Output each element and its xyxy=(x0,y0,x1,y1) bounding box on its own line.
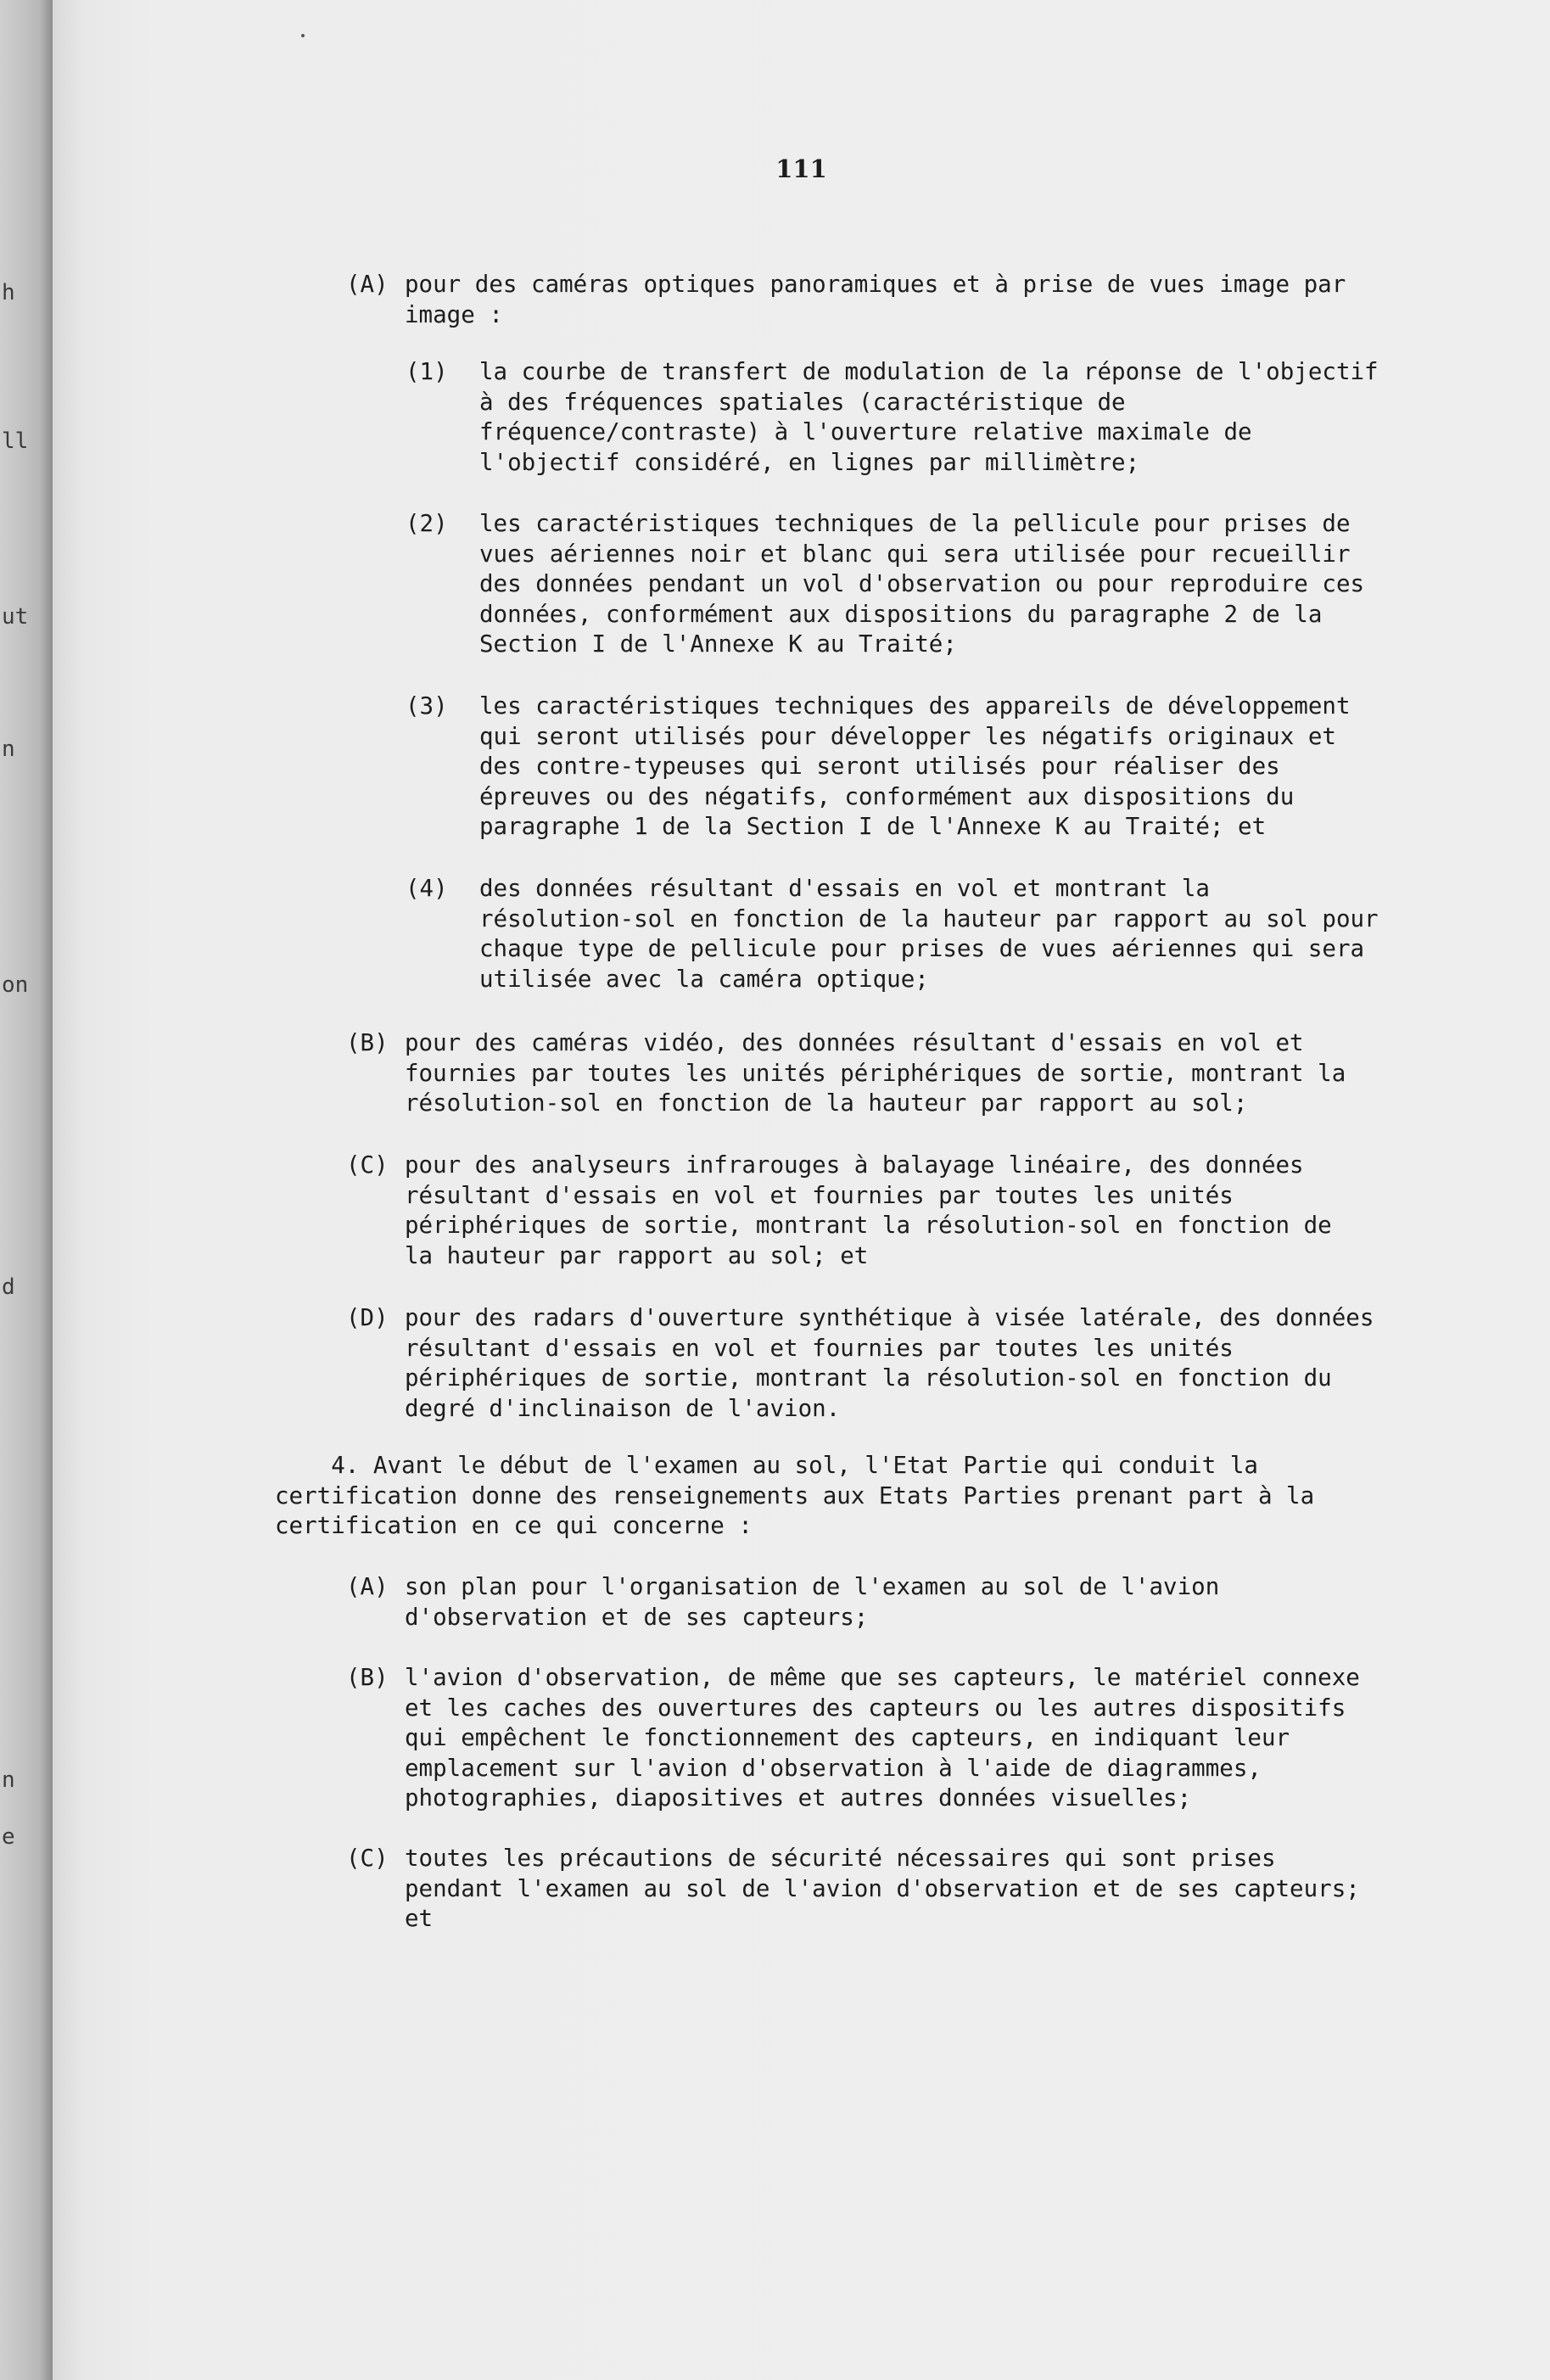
margin-fragment: h xyxy=(2,280,15,305)
margin-fragment: d xyxy=(2,1274,15,1300)
item-marker: (A) xyxy=(346,1573,389,1600)
item-text: pour des caméras vidéo, des données résultant d'essais en vol et fournies par toutes les unités périphériques de sortie, montrant la résolution-sol en fonction de la hauteur par rapport au sol; xyxy=(405,1029,1346,1117)
subitem-marker: (4) xyxy=(406,875,448,902)
item-text: pour des analyseurs infrarouges à balayage linéaire, des données résultant d'essais en vol et fournies par toutes les unités périphériques de sortie, montrant la résolution-sol en fonction de la hauteur par rapport au sol; et xyxy=(405,1151,1332,1269)
item-text: pour des radars d'ouverture synthétique à visée latérale, des données résultant d'essais en vol et fournies par toutes les unités périphériques de sortie, montrant la résolution-sol en fonction du degré d'inclinaison de l'avion. xyxy=(405,1304,1374,1422)
item-text: l'avion d'observation, de même que ses capteurs, le matériel connexe et les caches des ouvertures des capteurs ou les autres dispositifs qui empêchent le fonctionnement des capteurs, en indiquant leur emplacement sur l'avion d'observation à l'aide de diagrammes, photographies, diapositives et autres données visuelles; xyxy=(405,1664,1360,1812)
subitem-marker: (2) xyxy=(406,510,448,537)
item-text: pour des caméras optiques panoramiques et à prise de vues image par image : xyxy=(405,271,1346,328)
item-marker: (C) xyxy=(346,1845,389,1872)
subitem-text: des données résultant d'essais en vol et montrant la résolution-sol en fonction de la hauteur par rapport au sol pour chaque type de pellicule pour prises de vues aériennes qui sera utilisée avec la caméra optique; xyxy=(479,875,1379,993)
item-marker: (A) xyxy=(346,271,389,298)
margin-fragment: e xyxy=(2,1824,15,1850)
item-marker: (B) xyxy=(346,1664,389,1691)
item-marker: (D) xyxy=(346,1304,389,1331)
item-text: son plan pour l'organisation de l'examen au sol de l'avion d'observation et de ses capteurs; xyxy=(405,1573,1220,1631)
subitem-text: les caractéristiques techniques de la pellicule pour prises de vues aériennes noir et blanc qui sera utilisée pour recueillir des données pendant un vol d'observation ou pour reproduire ces données, conformément aux dispositions du paragraphe 2 de la Section I de l'Annexe K au Traité; xyxy=(479,510,1365,658)
speck-mark xyxy=(301,34,305,37)
document-page xyxy=(53,0,1550,2380)
margin-fragment: ll xyxy=(2,428,29,454)
item-marker: (C) xyxy=(346,1151,389,1179)
margin-fragment: ut xyxy=(2,604,29,630)
subitem-text: la courbe de transfert de modulation de la réponse de l'objectif à des fréquences spatiales (caractéristique de fréquence/contraste) à l'ouverture relative maximale de l'objectif considéré, en lignes par millimètre; xyxy=(479,358,1379,476)
item-text: toutes les précautions de sécurité nécessaires qui sont prises pendant l'examen au sol de l'avion d'observation et de ses capteurs; et xyxy=(405,1845,1360,1932)
margin-fragment: n xyxy=(2,1767,15,1793)
page-number: 111 xyxy=(775,154,827,183)
subitem-marker: (3) xyxy=(406,692,448,720)
subitem-text: les caractéristiques techniques des appareils de développement qui seront utilisés pour développer les négatifs originaux et des contre-typeuses qui seront utilisés pour réaliser des épreuves ou des négatifs, conformément aux dispositions du paragraphe 1 de la Section I de l'Annexe K au Traité; et xyxy=(479,692,1351,840)
book-spine xyxy=(0,0,53,2380)
paragraph-4: 4. Avant le début de l'examen au sol, l'Etat Partie qui conduit la certification donne des renseignements aux Etats Parties prenant part à la certification en ce qui concerne : xyxy=(275,1452,1315,1539)
item-marker: (B) xyxy=(346,1029,389,1056)
margin-fragment: on xyxy=(2,972,29,998)
subitem-marker: (1) xyxy=(406,358,448,385)
margin-fragment: n xyxy=(2,736,15,762)
